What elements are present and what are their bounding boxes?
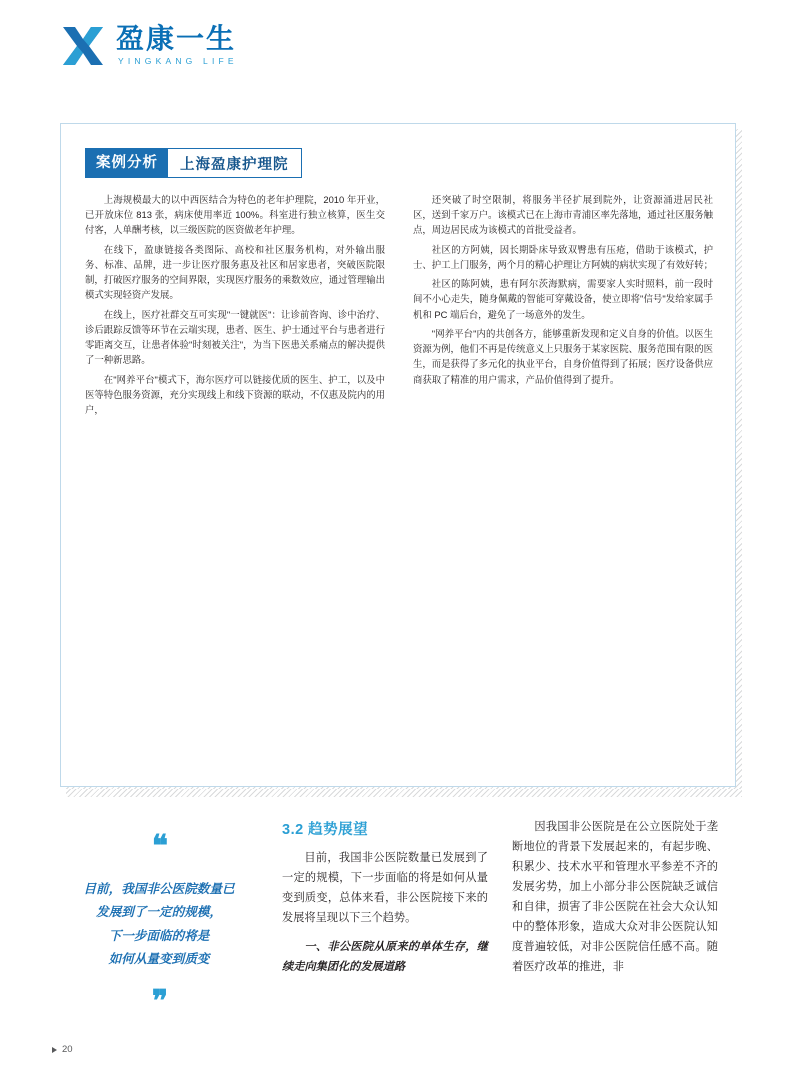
case-study-tag: 案例分析 <box>86 149 168 177</box>
quote-close-icon: ❞ <box>151 985 167 1019</box>
pull-quote-line: 发展到了一定的规模， <box>96 905 222 920</box>
case-study-header <box>85 148 302 178</box>
case-paragraph: 社区的方阿姨，因长期卧床导致双臀患有压疮，借助于该模式，护士、护工上门服务，两个月的精心护理让方阿姨的病状实现了有效好转； <box>413 243 714 270</box>
case-study-title: 上海盈康护理院 <box>168 149 301 177</box>
case-paragraph: 还突破了时空限制，将服务半径扩展到院外，让资源涌进居民社区，送到千家万户。该模式已在上海市青浦区率先落地，通过社区服务触点，周边居民成为该模式的首批受益者。 <box>413 194 714 236</box>
case-paragraph: 上海规模最大的以中西医结合为特色的老年护理院，2010 年开业，已开放床位 813 张，病床使用率近 100%。科室进行独立核算，医生交付客，人单酬考核，以三级医院的医资做老年护理。 <box>85 194 385 236</box>
section-paragraph: 目前，我国非公医院数量已发展到了一定的规模，下一步面临的将是如何从量变到质变，总体来看，非公医院接下来的发展将呈现以下三个趋势。 <box>282 852 488 924</box>
case-paragraph: "网养平台"内的共创各方，能够重新发现和定义自身的价值。以医生资源为例，他们不再是传统意义上只服务于某家医院、服务范围有限的医生，而是获得了多元化的执业平台，自身价值得到了拓展；医疗设备供应商获取了精准的用户需求，产品价值得到了提升。 <box>413 327 714 385</box>
case-paragraph: 在线上，医疗社群交互可实现"一键就医"：让诊前咨询、诊中治疗、诊后跟踪反馈等环节在云端实现，患者、医生、护士通过平台与患者进行零距离交互，让患者体验"时刻被关注"，为当下医患关系痛点的解决提供了一种新思路。 <box>85 308 386 366</box>
case-study-left-column <box>85 192 385 421</box>
section-column <box>282 818 488 1017</box>
case-study-body <box>85 192 713 421</box>
page-number: 20 <box>62 1044 73 1055</box>
continuation-column <box>512 818 718 1017</box>
case-study-right-column <box>413 192 713 421</box>
section-heading: 3.2 趋势展望 <box>282 822 369 838</box>
page-footer <box>52 1044 73 1055</box>
case-paragraph: 在"网养平台"模式下，海尔医疗可以链接优质的医生、护工，以及中医等特色服务资源，充分实现线上和线下资源的联动，不仅惠及院内的用户， <box>85 373 386 416</box>
case-paragraph: 在线下，盈康链接各类图际、高校和社区服务机构，对外输出服务、标准、品牌，进一步让医疗服务惠及社区和居家患者，突破医院限制，打破医疗服务的空间界限，实现医疗服务的乘数效应，通过管理输出模式实现轻资产发展。 <box>85 243 386 301</box>
triangle-right-icon <box>52 1047 57 1053</box>
pull-quote <box>60 818 258 1017</box>
quote-open-icon: ❝ <box>151 830 167 863</box>
pull-quote-line: 如何从量变到质变 <box>108 951 210 966</box>
brand-name-cn: 盈康一生 <box>116 22 237 54</box>
bottom-section <box>60 818 736 1017</box>
pull-quote-text <box>60 878 258 971</box>
pull-quote-line: 目前，我国非公医院数量已 <box>83 882 235 896</box>
case-study-panel <box>60 123 736 787</box>
brand-name-en: YINGKANG LIFE <box>118 56 238 67</box>
yingkang-x-logo-icon <box>60 22 106 68</box>
continuation-paragraph: 因我国非公医院是在公立医院处于垄断地位的背景下发展起来的，有起步晚、积累少、技术水平和管理水平参差不齐的发展劣势，加上小部分非公医院缺乏诚信和自律，损害了非公医院在社会大众认知中的整体形象，造成大众对非公医院认知度普遍较低，对非公医院信任感不高。随着医疗改革的推进，非 <box>512 821 718 973</box>
case-paragraph: 社区的陈阿姨，患有阿尔茨海默病，需要家人实时照料，前一段时间不小心走失，随身佩戴的智能可穿戴设备，使立即将"信号"发给家属手机和 PC 端后台，避免了一场意外的发生。 <box>413 278 713 320</box>
panel-bottom-hatch <box>66 789 742 797</box>
pull-quote-line: 下一步面临的将是 <box>108 928 210 943</box>
section-subheading: 一、非公医院从原来的单体生存，继续走向集团化的发展道路 <box>282 940 488 973</box>
brand-logo <box>60 22 238 68</box>
